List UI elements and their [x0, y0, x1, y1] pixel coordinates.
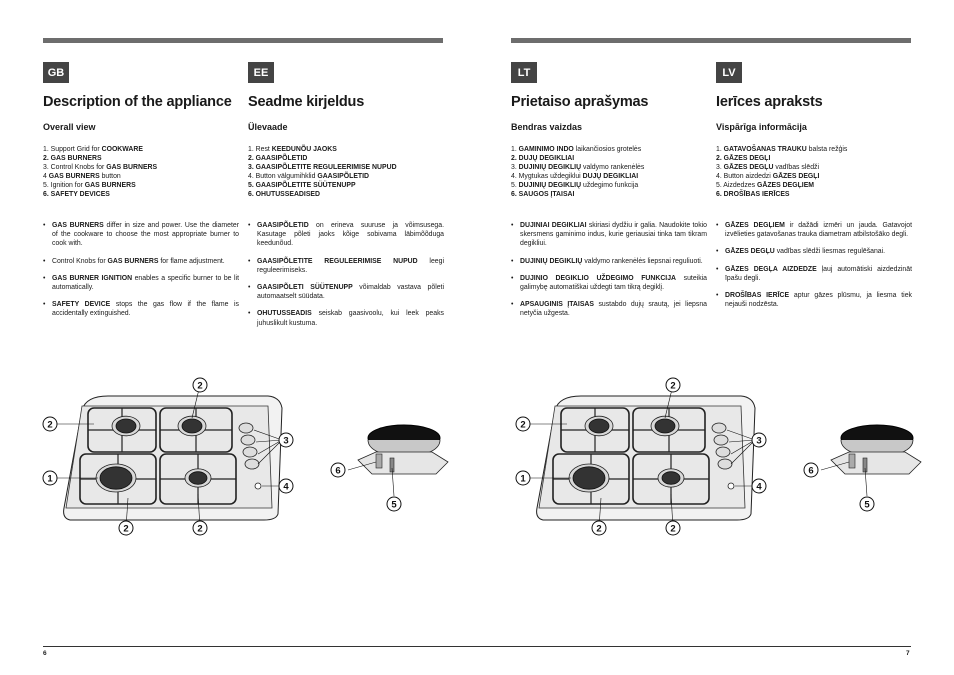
item-text: 1. — [511, 146, 519, 153]
control-knob — [245, 459, 259, 469]
burner-cap — [100, 467, 132, 489]
item-bold-text: SAFETY DEVICES — [50, 191, 110, 198]
parts-list-item — [43, 154, 239, 163]
burner-cap — [589, 419, 609, 433]
item-text: 3. — [248, 164, 256, 171]
item-text: 6. — [511, 191, 519, 198]
callout-label: 2 — [596, 523, 602, 535]
parts-list — [43, 145, 239, 199]
parts-list-item — [248, 145, 444, 154]
bullet-bold-text: GAASIPÕLETITE REGULEERIMISE NUPUD — [257, 257, 418, 265]
item-text: 5. — [511, 182, 519, 189]
burner-cap — [573, 467, 605, 489]
item-bold-text: GAASIPÕLETID — [317, 173, 370, 180]
feature-bullet — [716, 265, 912, 283]
item-text: 1. Rest — [248, 146, 272, 153]
parts-list-item — [716, 190, 912, 199]
feature-bullet — [43, 300, 239, 318]
footer-rule — [43, 646, 911, 647]
item-text: 3. Control Knobs for — [43, 164, 107, 171]
parts-list-item — [248, 181, 444, 190]
callout-label: 2 — [123, 523, 129, 535]
burner-cap — [189, 472, 207, 485]
bullet-text: võimaldab vastava põleti automaatselt süüdata. — [257, 284, 444, 301]
bullet-bold-text: GĀZES DEGĻA AIZDEDZE — [725, 265, 817, 273]
bullet-text: on erineva suuruse ja võimsusega. Kasutage põleti jaoks kõige sobivama läbimõõduga keedunõud. — [257, 222, 444, 248]
parts-list-item — [511, 145, 707, 154]
item-text: 2. — [511, 155, 519, 162]
parts-list-item — [511, 190, 707, 199]
control-knob — [241, 435, 255, 445]
item-bold-text: GAASIPÕLETITE REGULEERIMISE NUPUD — [255, 164, 397, 171]
feature-bullet — [511, 274, 707, 292]
safety-device — [849, 454, 855, 468]
section-subtitle: Bendras vaizdas — [511, 122, 583, 132]
bullet-bold-text: GAASIPÕLETI SÜÜTENUPP — [257, 284, 353, 292]
feature-bullet — [511, 300, 707, 318]
section-subtitle: Ülevaade — [248, 122, 288, 132]
parts-list-item — [511, 163, 707, 172]
bullet-text: suteikia galimybę automatiškai uždegti tam tikrą degiklį. — [520, 274, 707, 292]
item-bold-text: COOKWARE — [101, 146, 143, 153]
section-title: Description of the appliance — [43, 94, 232, 110]
callout-label: 1 — [47, 473, 53, 485]
section-lv — [716, 94, 912, 317]
control-knob — [243, 447, 257, 457]
feature-bullet — [248, 221, 444, 249]
page-number-right: 7 — [906, 650, 910, 657]
bullet-bold-text: OHUTUSSEADIS — [257, 310, 312, 318]
parts-list-item — [248, 163, 444, 172]
item-bold-text: GAS BURNERS — [106, 164, 158, 171]
item-text: 5. Aizdedzes — [716, 182, 757, 189]
feature-bullet — [716, 291, 912, 309]
bullet-bold-text: GĀZES DEGĻIEM — [725, 222, 785, 229]
bullet-text: for flame adjustment. — [158, 257, 225, 265]
item-bold-text: GAMINIMO INDO — [518, 146, 574, 153]
hob-diagram-right — [504, 368, 914, 535]
bullet-bold-text: DUJINIAI DEGIKLIAI — [520, 222, 587, 229]
item-bold-text: OHUTUSSEADISED — [255, 191, 320, 198]
parts-list — [248, 145, 444, 199]
bullet-text: skiriasi dydžiu ir galia. Naudokite tokio skersmens gaminimo indus, kurie geriausiai tinka tam tikram degikliui. — [520, 222, 707, 248]
parts-list-item — [43, 163, 239, 172]
item-text: 6. — [248, 191, 256, 198]
feature-bullet — [43, 274, 239, 292]
callout-label: 2 — [520, 419, 526, 431]
feature-bullet — [716, 221, 912, 239]
bullet-text: ir dažādi izmēri un jauda. Gatavojot izvēlieties gatavošanas trauka diametram atbilstošāko degli. — [725, 222, 912, 239]
hob-surface — [539, 406, 745, 508]
item-text: 1. Support Grid for — [43, 146, 102, 153]
item-text: 4 — [43, 173, 49, 180]
callout-label: 2 — [670, 380, 676, 392]
item-text: 2. — [248, 155, 256, 162]
item-bold-text: GAS BURNERS — [48, 173, 100, 180]
callout-label: 2 — [670, 523, 676, 535]
callout-label: 2 — [47, 419, 53, 431]
item-bold-text: GĀZES DEGĻU — [723, 164, 774, 171]
language-badge-lv: LV — [716, 62, 742, 83]
bullet-bold-text: GAS BURNER IGNITION — [52, 274, 133, 282]
callout-label: 6 — [808, 465, 814, 477]
language-badge-lt: LT — [511, 62, 537, 83]
callout-label: 3 — [283, 435, 289, 447]
bullet-text: vadības slēdži liesmas regulēšanai. — [774, 248, 886, 256]
hob-surface — [66, 406, 272, 508]
section-lt — [511, 94, 707, 327]
item-text: 5. Ignition for — [43, 182, 85, 189]
feature-bullet — [248, 283, 444, 301]
control-knob — [716, 447, 730, 457]
item-text: 2. — [43, 155, 51, 162]
control-knob — [718, 459, 732, 469]
parts-list-item — [248, 154, 444, 163]
item-bold-text: GĀZES DEGĻI — [723, 155, 771, 162]
bullet-text: ļauj automātiski aizdedzināt īpašu degli. — [725, 265, 912, 282]
section-subtitle: Vispārīga informācija — [716, 122, 807, 132]
bullet-text: valdymo rankenėlės liepsnai reguliuoti. — [582, 257, 703, 265]
parts-list-item — [248, 172, 444, 181]
bullet-bold-text: GAASIPÕLETID — [257, 222, 309, 229]
bullet-bold-text: DUJINIŲ DEGIKLIŲ — [520, 257, 583, 265]
item-bold-text: SAUGOS ĮTAISAI — [518, 191, 575, 198]
bullet-text: leegi reguleerimiseks. — [257, 257, 444, 274]
callout-label: 5 — [391, 499, 397, 511]
section-title: Ierīces apraksts — [716, 94, 823, 110]
item-text: 4. Mygtukas uždegiklui — [511, 173, 583, 180]
item-text: valdymo rankenėlės — [581, 164, 645, 171]
item-text: laikančiosios grotelės — [573, 146, 642, 153]
parts-list-item — [248, 190, 444, 199]
hob-diagram-left — [36, 368, 436, 535]
burner-cap — [116, 419, 136, 433]
parts-list-item — [511, 154, 707, 163]
item-text: 2. — [716, 155, 724, 162]
item-bold-text: DUJINIŲ DEGIKLIŲ — [518, 164, 582, 171]
burner-cap — [662, 472, 680, 485]
bullet-bold-text: DROŠĪBAS IERĪCE — [725, 292, 790, 300]
bullet-bold-text: APSAUGINIS ĮTAISAS — [520, 301, 594, 309]
bullet-text: sustabdo dujų srautą, jei liepsna netyčia užgesta. — [520, 301, 707, 318]
feature-bullets — [716, 221, 912, 309]
item-bold-text: DUJINIŲ DEGIKLIŲ — [518, 182, 582, 189]
bullet-text: differ in size and power. Use the diameter of the cookware to choose the most appropriate burner to cook with. — [52, 222, 239, 248]
item-text: uždegimo funkcija — [581, 182, 639, 189]
bullet-text: seiskab gaasivoolu, kui leek peaks juhuslikult kustuma. — [257, 310, 444, 327]
top-rule-left — [43, 38, 443, 43]
parts-list-item — [716, 154, 912, 163]
item-bold-text: DROŠĪBAS IERĪCES — [723, 191, 790, 198]
parts-list — [511, 145, 707, 199]
item-bold-text: GAASIPÕLETID — [255, 155, 308, 162]
parts-list-item — [511, 172, 707, 181]
section-subtitle: Overall view — [43, 122, 96, 132]
feature-bullet — [43, 257, 239, 266]
bullet-bold-text: DUJINIO DEGIKLIO UŽDEGIMO FUNKCIJA — [520, 274, 677, 282]
parts-list-item — [716, 145, 912, 154]
item-bold-text: GĀZES DEGĻIEM — [757, 182, 815, 189]
language-badge-ee: EE — [248, 62, 274, 83]
feature-bullet — [716, 247, 912, 256]
item-text: 3. — [716, 164, 724, 171]
item-bold-text: GAASIPÕLETITE SÜÜTENUPP — [255, 182, 356, 189]
callout-label: 2 — [197, 523, 203, 535]
callout-label: 1 — [520, 473, 526, 485]
item-bold-text: GAS BURNERS — [50, 155, 102, 162]
item-bold-text: GAS BURNERS — [84, 182, 136, 189]
parts-list-item — [43, 145, 239, 154]
bullet-text: stops the gas flow if the flame is accidentally extinguished. — [52, 301, 239, 318]
parts-list-item — [716, 181, 912, 190]
item-text: 4. Button aizdedzi — [716, 173, 773, 180]
feature-bullet — [248, 309, 444, 327]
item-bold-text: GATAVOŠANAS TRAUKU — [723, 146, 807, 153]
parts-list-item — [43, 190, 239, 199]
feature-bullet — [248, 257, 444, 275]
page-number-left: 6 — [43, 650, 47, 657]
feature-bullet — [511, 221, 707, 249]
control-knob — [712, 423, 726, 433]
parts-list-item — [511, 181, 707, 190]
callout-label: 6 — [335, 465, 341, 477]
section-gb — [43, 94, 239, 327]
ignition-button — [728, 483, 734, 489]
top-rule-right — [511, 38, 911, 43]
callout-label: 3 — [756, 435, 762, 447]
safety-device — [376, 454, 382, 468]
bullet-bold-text: SAFETY DEVICE — [52, 301, 111, 309]
parts-list — [716, 145, 912, 199]
bullet-text: aptur gāzes plūsmu, ja liesma tiek nejauši nodzēsta. — [725, 292, 912, 309]
bullet-text: Control Knobs for — [52, 257, 108, 265]
feature-bullets — [43, 221, 239, 319]
item-text: 5. — [248, 182, 256, 189]
item-bold-text: GĀZES DEGĻI — [772, 173, 820, 180]
item-text: vadības slēdži — [773, 164, 820, 171]
item-text: 1. — [716, 146, 724, 153]
callout-label: 2 — [197, 380, 203, 392]
burner-cap — [655, 419, 675, 433]
item-text: 4. Button välgumihklid — [248, 173, 318, 180]
language-badge-gb: GB — [43, 62, 69, 83]
control-knob — [714, 435, 728, 445]
parts-list-item — [43, 172, 239, 181]
control-knob — [239, 423, 253, 433]
item-bold-text: KEEDUNÕU JAOKS — [271, 146, 337, 153]
feature-bullet — [511, 257, 707, 266]
feature-bullet — [43, 221, 239, 249]
callout-label: 4 — [756, 481, 762, 493]
callout-label: 5 — [864, 499, 870, 511]
section-ee — [248, 94, 444, 336]
feature-bullets — [511, 221, 707, 319]
section-title: Seadme kirjeldus — [248, 94, 365, 110]
parts-list-item — [716, 163, 912, 172]
item-text: 3. — [511, 164, 519, 171]
bullet-bold-text: GĀZES DEGĻU — [725, 248, 775, 256]
parts-list-item — [716, 172, 912, 181]
item-text: 6. — [43, 191, 51, 198]
section-title: Prietaiso aprašymas — [511, 94, 649, 110]
item-text: button — [99, 173, 121, 180]
bullet-bold-text: GAS BURNERS — [107, 257, 159, 265]
callout-label: 4 — [283, 481, 289, 493]
parts-list-item — [43, 181, 239, 190]
bullet-bold-text: GAS BURNERS — [52, 222, 104, 229]
item-bold-text: DUJŲ DEGIKLIAI — [518, 155, 575, 162]
bullet-text: enables a specific burner to be lit automatically. — [52, 274, 239, 292]
feature-bullets — [248, 221, 444, 328]
item-text: balsta režģis — [806, 146, 848, 153]
ignition-button — [255, 483, 261, 489]
item-text: 6. — [716, 191, 724, 198]
item-bold-text: DUJŲ DEGIKLIAI — [582, 173, 639, 180]
burner-cap — [182, 419, 202, 433]
